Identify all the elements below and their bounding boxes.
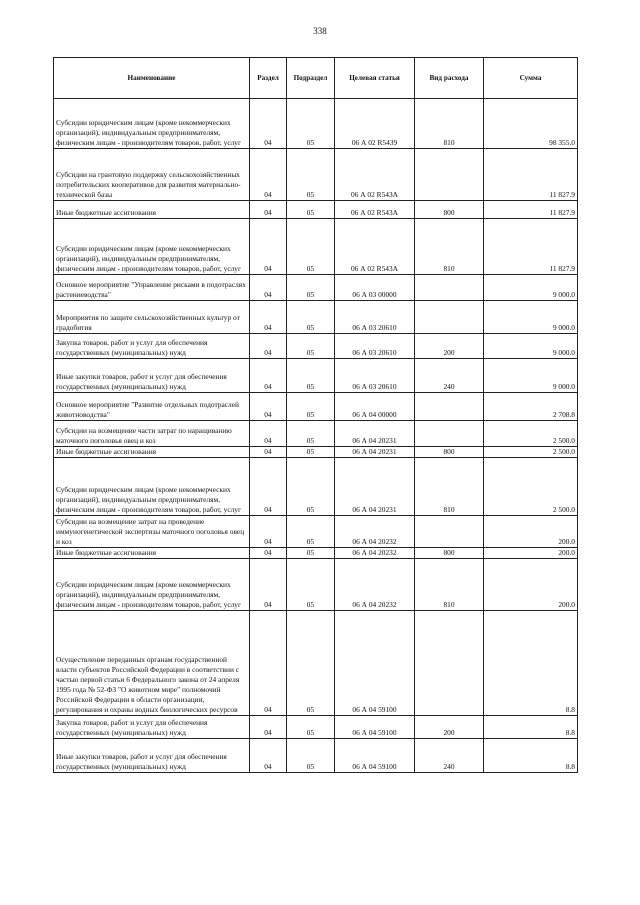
row-name: Основное мероприятие "Развитие отдельных подотраслей животноводства"	[54, 393, 250, 421]
table-body	[54, 99, 578, 773]
page-number: 338	[313, 26, 327, 36]
row-subsection: 05	[287, 559, 335, 611]
row-amount: 11 827.9	[484, 149, 578, 201]
row-subsection: 05	[287, 739, 335, 773]
row-expense-type: 800	[415, 201, 484, 219]
table-row	[54, 99, 578, 149]
row-section: 04	[250, 421, 287, 447]
row-amount: 200.0	[484, 548, 578, 559]
table-row	[54, 219, 578, 275]
row-name: Закупка товаров, работ и услуг для обеспечения государственных (муниципальных) нужд	[54, 334, 250, 359]
row-expense-type: 240	[415, 359, 484, 393]
row-section: 04	[250, 301, 287, 334]
header-section: Раздел	[250, 58, 287, 99]
row-name: Субсидии на возмещение затрат на проведение иммуногенетической экспертизы маточного поголовья овец и коз	[54, 516, 250, 548]
row-amount: 2 500.0	[484, 421, 578, 447]
row-target: 06 А 02 R5439	[335, 99, 415, 149]
row-target: 06 А 02 R543А	[335, 219, 415, 275]
row-target: 06 А 04 59100	[335, 611, 415, 716]
row-subsection: 05	[287, 516, 335, 548]
row-expense-type	[415, 611, 484, 716]
row-amount: 9 000.0	[484, 359, 578, 393]
row-name: Субсидии юридическим лицам (кроме некоммерческих организаций), индивидуальным предпринимателям, физическим лицам - производителям товаров, работ, услуг	[54, 219, 250, 275]
row-amount: 11 827.9	[484, 219, 578, 275]
row-expense-type	[415, 421, 484, 447]
row-name: Субсидии юридическим лицам (кроме некоммерческих организаций), индивидуальным предпринимателям, физическим лицам - производителям товаров, работ, услуг	[54, 99, 250, 149]
row-target: 06 А 04 20231	[335, 421, 415, 447]
row-amount: 200.0	[484, 516, 578, 548]
table-row	[54, 334, 578, 359]
row-name: Субсидии на грантовую поддержку сельскохозяйственных потребительских кооперативов для развития материально-технической базы	[54, 149, 250, 201]
row-target: 06 А 04 20232	[335, 516, 415, 548]
row-expense-type: 810	[415, 458, 484, 516]
row-name: Иные закупки товаров, работ и услуг для обеспечения государственных (муниципальных) нужд	[54, 359, 250, 393]
row-expense-type: 200	[415, 716, 484, 739]
row-expense-type: 240	[415, 739, 484, 773]
row-section: 04	[250, 559, 287, 611]
row-expense-type: 800	[415, 548, 484, 559]
row-section: 04	[250, 611, 287, 716]
row-subsection: 05	[287, 447, 335, 458]
row-section: 04	[250, 548, 287, 559]
row-expense-type	[415, 393, 484, 421]
row-target: 06 А 04 20232	[335, 548, 415, 559]
row-amount: 98 355.0	[484, 99, 578, 149]
row-amount: 9 000.0	[484, 334, 578, 359]
row-amount: 9 000.0	[484, 301, 578, 334]
row-expense-type	[415, 301, 484, 334]
row-target: 06 А 04 00000	[335, 393, 415, 421]
row-subsection: 05	[287, 458, 335, 516]
row-section: 04	[250, 359, 287, 393]
row-subsection: 05	[287, 219, 335, 275]
table-row	[54, 458, 578, 516]
table-row	[54, 739, 578, 773]
table-row	[54, 548, 578, 559]
row-name: Иные бюджетные ассигнования	[54, 201, 250, 219]
row-amount: 8.8	[484, 611, 578, 716]
row-target: 06 А 04 20231	[335, 458, 415, 516]
header-amount: Сумма	[484, 58, 578, 99]
header-row	[54, 58, 578, 99]
row-subsection: 05	[287, 359, 335, 393]
table-row	[54, 275, 578, 301]
row-section: 04	[250, 219, 287, 275]
row-amount: 8.8	[484, 716, 578, 739]
row-section: 04	[250, 393, 287, 421]
row-subsection: 05	[287, 149, 335, 201]
row-section: 04	[250, 716, 287, 739]
row-expense-type: 810	[415, 559, 484, 611]
row-target: 06 А 04 20232	[335, 559, 415, 611]
row-section: 04	[250, 516, 287, 548]
row-expense-type	[415, 149, 484, 201]
row-target: 06 А 03 20610	[335, 334, 415, 359]
table-row	[54, 421, 578, 447]
row-target: 06 А 04 20231	[335, 447, 415, 458]
row-subsection: 05	[287, 201, 335, 219]
table-row	[54, 201, 578, 219]
row-name: Мероприятия по защите сельскохозяйственных культур от градобития	[54, 301, 250, 334]
row-section: 04	[250, 447, 287, 458]
table-row	[54, 559, 578, 611]
row-target: 06 А 04 59100	[335, 739, 415, 773]
table-row	[54, 611, 578, 716]
row-expense-type	[415, 275, 484, 301]
table-row	[54, 149, 578, 201]
row-expense-type: 200	[415, 334, 484, 359]
row-amount: 11 827.9	[484, 201, 578, 219]
row-subsection: 05	[287, 99, 335, 149]
row-target: 06 А 03 00000	[335, 275, 415, 301]
row-amount: 2 500.0	[484, 447, 578, 458]
row-name: Иные бюджетные ассигнования	[54, 548, 250, 559]
row-section: 04	[250, 201, 287, 219]
row-expense-type: 810	[415, 99, 484, 149]
row-amount: 9 000.0	[484, 275, 578, 301]
row-section: 04	[250, 334, 287, 359]
row-section: 04	[250, 275, 287, 301]
row-name: Осуществление переданных органам государственной власти субъектов Российской Федерации в соответствии с частью первой статьи 6 Федерального закона от 24 апреля 1995 года № 52-ФЗ "О животном мире" полномочий Российской Федерации в области организации, регулирования и охраны водных биологических ресурсов	[54, 611, 250, 716]
row-section: 04	[250, 739, 287, 773]
table-row	[54, 301, 578, 334]
row-expense-type: 810	[415, 219, 484, 275]
table-row	[54, 359, 578, 393]
row-subsection: 05	[287, 611, 335, 716]
row-amount: 2 500.0	[484, 458, 578, 516]
row-subsection: 05	[287, 421, 335, 447]
table-row	[54, 393, 578, 421]
row-expense-type	[415, 516, 484, 548]
row-section: 04	[250, 458, 287, 516]
header-subsection: Подраздел	[287, 58, 335, 99]
row-name: Иные бюджетные ассигнования	[54, 447, 250, 458]
row-section: 04	[250, 99, 287, 149]
row-name: Иные закупки товаров, работ и услуг для обеспечения государственных (муниципальных) нужд	[54, 739, 250, 773]
row-subsection: 05	[287, 275, 335, 301]
table-row	[54, 447, 578, 458]
row-target: 06 А 03 20610	[335, 359, 415, 393]
row-amount: 200.0	[484, 559, 578, 611]
table-row	[54, 516, 578, 548]
row-section: 04	[250, 149, 287, 201]
row-name: Субсидии юридическим лицам (кроме некоммерческих организаций), индивидуальным предпринимателям, физическим лицам - производителям товаров, работ, услуг	[54, 559, 250, 611]
row-expense-type: 800	[415, 447, 484, 458]
row-target: 06 А 04 59100	[335, 716, 415, 739]
header-target: Целевая статья	[335, 58, 415, 99]
row-subsection: 05	[287, 548, 335, 559]
budget-table	[53, 57, 578, 773]
row-target: 06 А 02 R543А	[335, 201, 415, 219]
row-name: Основное мероприятие "Управление рисками в подотраслях растениеводства"	[54, 275, 250, 301]
row-subsection: 05	[287, 716, 335, 739]
row-amount: 8.8	[484, 739, 578, 773]
row-name: Субсидии юридическим лицам (кроме некоммерческих организаций), индивидуальным предпринимателям, физическим лицам - производителям товаров, работ, услуг	[54, 458, 250, 516]
header-expense-type: Вид расхода	[415, 58, 484, 99]
header-name: Наименование	[54, 58, 250, 99]
row-name: Субсидии на возмещение части затрат по наращиванию маточного поголовья овец и коз	[54, 421, 250, 447]
row-amount: 2 708.8	[484, 393, 578, 421]
row-name: Закупка товаров, работ и услуг для обеспечения государственных (муниципальных) нужд	[54, 716, 250, 739]
row-target: 06 А 02 R543А	[335, 149, 415, 201]
row-subsection: 05	[287, 301, 335, 334]
row-subsection: 05	[287, 393, 335, 421]
row-target: 06 А 03 20610	[335, 301, 415, 334]
row-subsection: 05	[287, 334, 335, 359]
table-row	[54, 716, 578, 739]
